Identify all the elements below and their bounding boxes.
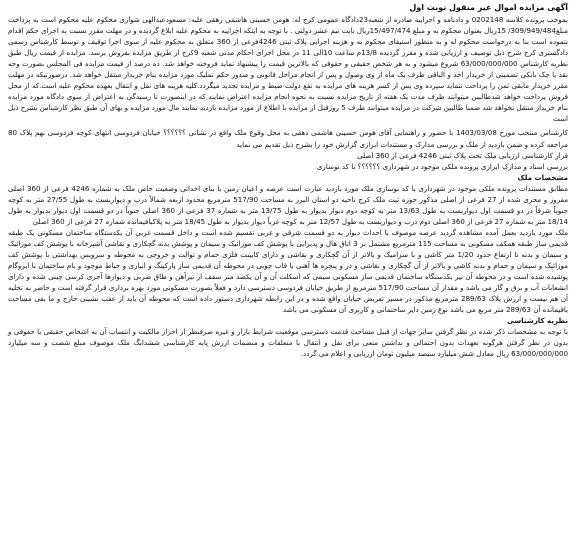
documents-review: بررسی اسناد و مدارک ابرازی پرونده ملکی موجود در شهرداری ؟؟؟؟؟؟ با کد نوسازی [316, 161, 568, 171]
expert-opinion-heading: نظریه کارشناسی [507, 316, 568, 326]
building-description: ملک مورد بازدید بعمل آمده مشاهده گردید عرصه موصوف با احداث دیوار به دو قسمت شرقی و غربی تقسیم شده است و داخل قسمت غربی آن یکدستگاه ساختمان مسکونی یک طبقه قدیمی ساز طبقه همکف مسکونی به مساحت 115 مترمربع مشتمل بر 3 اتاق هال و پذیرایی با پوشش کف موزائیک و سیمان و پوشش بدنه گچکاری و نقاشی آشپزخانه با پوشش کف موزائیک و سیمان و بدنه تا ارتفاع حدود 1/20 متر کاشی و با سرامیک و بالاتر از آن گچکاری و نقاشی و دارای کابینت فلزی حمام و توالت و خروجی به محوطه و سرویس بهداشتی با پوشش کف موزائیک و سیمان و حمام و بدنه کاشی و بالاتر از آن گچکاری و نقاشی و در و پنجره ها آهنی با قاب چوبی در محوطه آن قدیمی ساز پارکینگ و انباری و حیاط موجود و بام ساختمان با ایزوگام پوشیده شده است و در محوطه آن نیز یکدستگاه ساختمان قدیمی ساز مسکونی سیمی که اسکلت آن و آن یکصد متر سقف از تیرآهن و طاق ضربی و دیوارها آجری کرسی چینی شده و دارای انشعابات آب و برق و گاز می باشد و مقدار آن مساحت 517/90 مترمربع از طریق خیابان فردوسی دسترسی دارد و فعلاً بصورت مسکونی مورد بهره برداری قرار گرفته است و حاضر به تخلیه آن هم نیست و ارزش پلاک 289/63 مترمربع مذکور در مسیر تعریض خیابان واقع شده و در این رابطه شهرداری دستور داده است که محوطه آن باید از عقب نشینی خارج و ما بقی مساحت باقیمانده آن 289/63 متر مربع می باشد نوع زمین دایر ساختمانی و کاربری آن مسکونی می باشد [8, 227, 569, 315]
property-specs-body: مطابق مستندات پرونده ملکی موجود در شهرداری با کد نوسازی ملک مورد بازدید عبارت است عرصه و اعیان زمین با بنای احداثی وضعیت خاص ملک به شماره 4246 فرعی از 360 اصلی مفروز و مجزی شده از 27 فرعی از اصلی مذکور حوزه ثبت ملک کرج ناحیه دو استان البرز به مساحت 517/90 مترمربع محدود ازبعه شمالاً درب و دیواریست به طول 27/55 متر به کوچه جنوباً شرقاً در دو قسمت اول دیواریست به طول 13/63 متر به کوچه دوم دیوار بدیوار به طول 13/75 متر به شماره 37 فرعی از 360 اصلی جنوباً در دو قسمت اول دیوار بدیوار به طول 18/14 متر به شماره 27 فرعی از 360 اصلی دوم درب و دیواریست به طول 12/57 متر به کوچه غرباً دیوار بدیوار به طول 18/45 متر به پلاکباقیمانده شماره 27 فرعی از 360 اصلی [8, 183, 569, 226]
notice-intro: بموجب پرونده کلاسه 0202148 و دادنامه و اجراییه صادره از شعبه23دادگاه عمومی کرج له: هومن حسینی هاشمی رهقی علیه: مسعودعبدالهی شوازی محکوم علیه محکوم است به پرداخت مبلغ309/949/484/ 15ریال بعنوان محکوم به و مبلغ 15/497/474ریال بابت نیم عشر دولتی . با توجه به اینکه اجراییه به محکوم علیه ابلاغ گردیده و در مهلت مقرر نسبت به اجرای حکم اقدام ننموده است بنا به درخواست محکوم له و به منظور استیفای محکوم به و هزینه اجرایی پلاک ثبتی 4246فرعی از 360 متعلق به محکوم علیه از سوی اجرا توقیف و توسط کارشناس رسمی دادگستری کرج شرح ذیل توصیف و ارزیابی شده و مقرر گردیده 13/8م ساعت 10الی 11 در محل اجرای احکام مدنی شعبه 9کرج از طریق مزایده بفروش برسد. مزایده از قیمت ریال طبق نظریه کارشناس 63/000/000/000 شروع میشود و به هر شخص حقیقی و حقوقی که بالاترین قیمت را پیشنهاد نماید فروخته خواهد شد. ده درصد از قیمت مزایده فی المجلس بصورت وجه نقد یا چک بانکی تضمینی از خریدار اخذ و الباقی ظرف یک ماه از وی وصول و پس از انجام مراحل قانونی و صدور حکم تملیک مورد مزایده بنام خریدار منتقل خواهد شد. درصورتیکه در مهلت مقرر خریدار مابقی ثمن را پرداخت ننماید سپرده وی پس از کسر هزینه های مزایده به نفع دولت ضبط و مزایده تجدید میگردد.کلیه هزینه های نقل و انتقال بعهده محکوم علیه است.که از محل فروش پرداخت خواهد شدطالبین میتوانند ظرف مدت یک هفته از تاریخ مزایده نسبت به نحوه انجام مزایده اعتراض نمایند که در اینصورت تا رسیدگی به اعتراض از سوی دادگاه مورد مزایده بنام خریدار منتقل نخواهد شد ضمنا طالبین شرکت در مزایده میتوانند ظرف 5 روزقبل از مزایده با اطلاع از مورد مزایده بازدید نمایند مال مورد مزایده و بهای آن طبق نظر کارشناس بشرح ذیل است [8, 15, 569, 124]
notice-title: آگهی مزایده اموال غیر منقول نوبت اول [409, 3, 568, 12]
expert-report-subject: قرار کارشناسی ارزیابی ملک تحت پلاک ثبتی 4246 فرعی از 360 اصلی [357, 150, 568, 160]
expert-report-intro: کارشناس منتخب مورخ 1403/03/08 با حضور و راهنمایی آقای هومن حسینی هاشمی دهقی به محل وقوع ملک واقع در نشانی ؟؟؟؟؟؟ خیابان فردوسی انتهای کوچه فردوسی نهم پلاک 80 مراجعه کرده و ضمن بازدید از ملک و بررسی مدارک و مستندات ابرازی گزارش خود را بشرح ذیل تقدیم می نماید [8, 128, 569, 149]
property-specs-heading: مشخصات ملک [517, 172, 568, 182]
auction-notice [8, 2, 568, 548]
expert-opinion-body: با توجه به مشخصات ذکر شده در نظر گرفتن سایر جهات از قبیل مساحت قدمت دسترسی موقعیت شرایط بازار و غیره صرفنظر از احراز مالکیت و انتساب آن به اشخاص حقیقی یا حقوقی و بدون در نظر گرفتن هرگونه تعهدات بدون احتمالی و نداشتن منعی برای نقل و انتقال با متعلقات و منضمات ارزش پایه کارشناسی ششدانگ ملک موصوف مبلغ شصت و سه میلیارد 63/000/000/000 ریال معادل شش میلیارد سیصد میلیون تومان ارزیابی و اعلام می گردد. [8, 327, 568, 359]
